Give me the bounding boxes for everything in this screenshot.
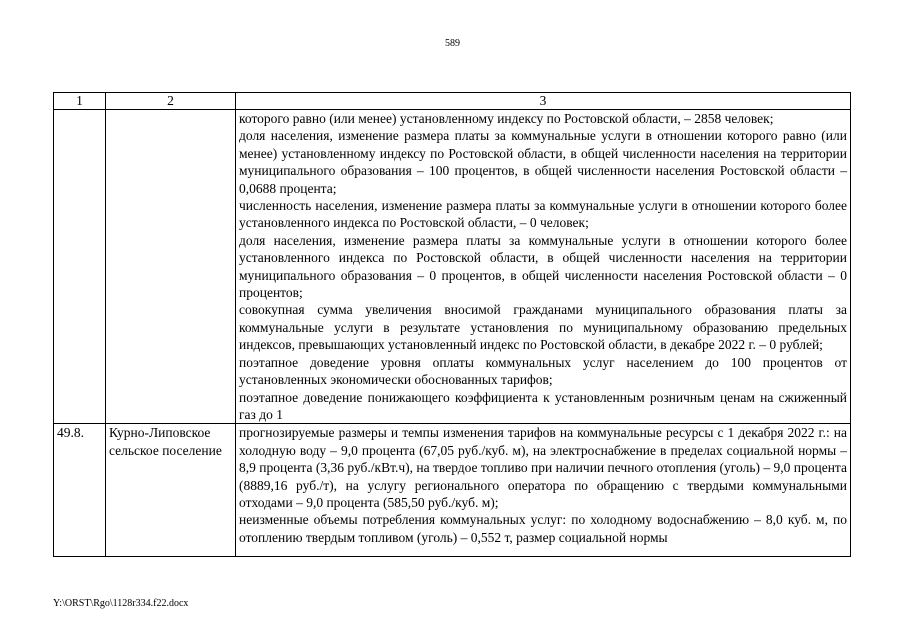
paragraph: неизменные объемы потребления коммунальных услуг: по холодному водоснабжению – 8,0 куб. м, по отоплению твердым топливом (уголь) – 0,552 т, размер социальной нормы (239, 512, 847, 545)
table-row (54, 424, 851, 557)
row-number: 49.8. (54, 424, 106, 557)
file-path-footer: Y:\ORST\Rgo\1128r334.f22.docx (53, 598, 189, 609)
paragraph: доля населения, изменение размера платы за коммунальные услуги в отношении которого более установленного индекса по Ростовской области, в общей численности населения на территории муниципального образования – 0 процентов, в общей численности населения Ростовской области – 0 процентов; (239, 232, 847, 301)
row-number (54, 110, 106, 424)
paragraph: поэтапное доведение понижающего коэффициента к установленным розничным ценам на сжиженный газ до 1 (239, 389, 847, 422)
settlement-name (106, 110, 236, 424)
document-table (53, 92, 851, 557)
header-col-2: 2 (106, 93, 236, 110)
paragraph: поэтапное доведение уровня оплаты коммунальных услуг населением до 100 процентов от установленных экономически обоснованных тарифов; (239, 354, 847, 388)
paragraph: численность населения, изменение размера платы за коммунальные услуги в отношении которого более установленного индекса по Ростовской области, – 0 человек; (239, 198, 847, 231)
paragraph: совокупная сумма увеличения вносимой гражданами муниципального образования платы за коммунальные услуги в результате установления по муниципальному образованию предельных индексов, превышающих установленный индекс по Ростовской области, в декабре 2022 г. – 0 рублей; (239, 302, 847, 353)
settlement-name: Курно-Липовское сельское поселение (106, 424, 236, 557)
table-row (54, 110, 851, 424)
row-content (236, 110, 851, 424)
row-content (236, 424, 851, 557)
paragraph: доля населения, изменение размера платы за коммунальные услуги в отношении которого равно (или менее) установленному индексу по Ростовской области, в общей численности населения на территории муниципального образования – 100 процентов, в общей численности населения Ростовской области – 0,0688 процента; (239, 128, 847, 196)
header-col-3: 3 (236, 93, 851, 110)
table-header-row (54, 93, 851, 110)
paragraph: которого равно (или менее) установленному индексу по Ростовской области, – 2858 человек; (239, 111, 774, 126)
page-number: 589 (445, 38, 460, 49)
header-col-1: 1 (54, 93, 106, 110)
paragraph: прогнозируемые размеры и темпы изменения тарифов на коммунальные ресурсы с 1 декабря 2022 г.: на холодную воду – 9,0 процента (67,05 руб./куб. м), на электроснабжение в пределах социальной нормы – 8,9 процента (3,36 руб./кВт.ч), на твердое топливо при наличии печного отопления (уголь) – 9,0 процента (8889,16 руб./т), на услугу регионального оператора по обращению с твердыми коммунальными отходами – 9,0 процента (585,50 руб./куб. м); (239, 425, 847, 510)
